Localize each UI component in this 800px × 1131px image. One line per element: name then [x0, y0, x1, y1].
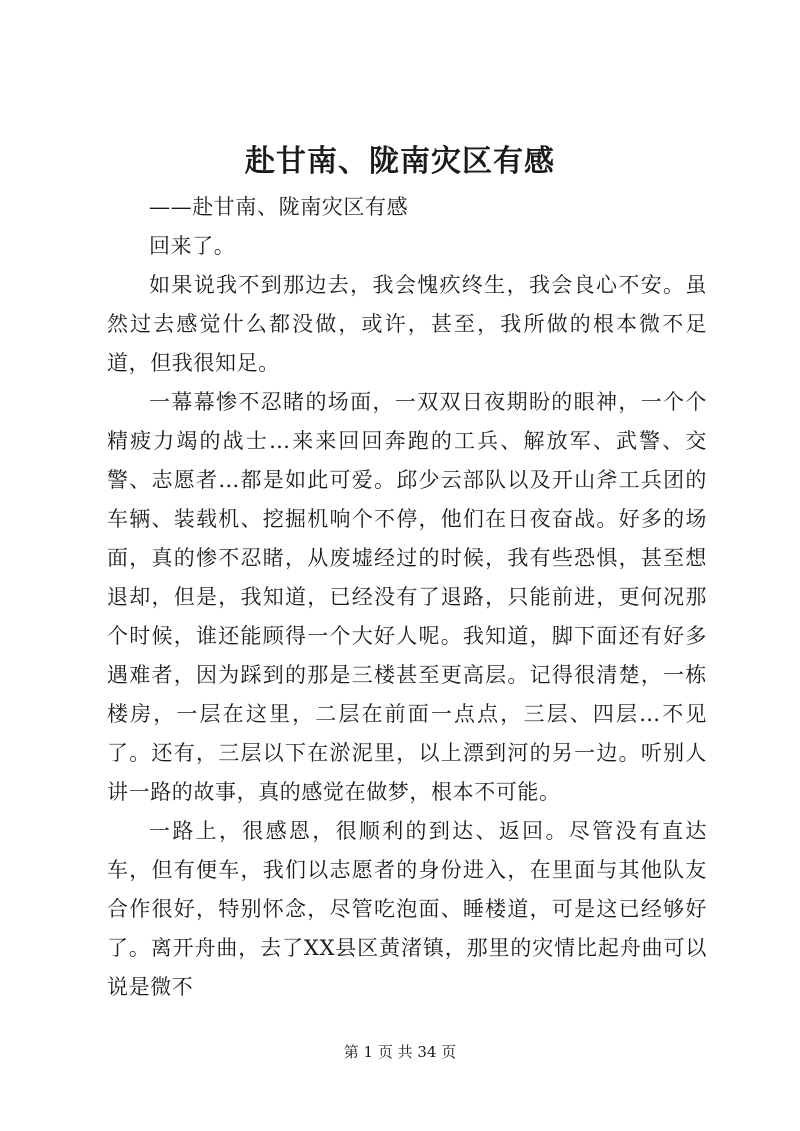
document-title: 赴甘南、陇南灾区有感	[245, 144, 555, 179]
subtitle-paragraph: ——赴甘南、陇南灾区有感	[149, 195, 409, 219]
document-body	[107, 188, 707, 1007]
body-paragraph: 回来了。	[149, 234, 236, 258]
body-paragraph: 一幕幕惨不忍睹的场面，一双双日夜期盼的眼神，一个个精疲力竭的战士…来来回回奔跑的工兵、解放军、武警、交警、志愿者…都是如此可爱。邱少云部队以及开山斧工兵团的车辆、装载机、挖掘机响个不停，他们在日夜奋战。好多的场面，真的惨不忍睹，从废墟经过的时候，我有些恐惧，甚至想退却，但是，我知道，已经没有了退路，只能前进，更何况那个时候，谁还能顾得一个大好人呢。我知道，脚下面还有好多遇难者，因为踩到的那是三楼甚至更高层。记得很清楚，一栋楼房，一层在这里，二层在前面一点点，三层、四层…不见了。还有，三层以下在淤泥里，以上漂到河的另一边。听别人讲一路的故事，真的感觉在做梦，根本不可能。	[107, 390, 707, 804]
page-footer: 第 1 页 共 34 页	[343, 1043, 457, 1061]
body-paragraph: 一路上，很感恩，很顺利的到达、返回。尽管没有直达车，但有便车，我们以志愿者的身份进入，在里面与其他队友合作很好，特别怀念，尽管吃泡面、睡楼道，可是这已经够好了。离开舟曲，去了XX县区黄渚镇，那里的灾情比起舟曲可以说是微不	[107, 819, 707, 999]
body-paragraph: 如果说我不到那边去，我会愧疚终生，我会良心不安。虽然过去感觉什么都没做，或许，甚至，我所做的根本微不足道，但我很知足。	[107, 273, 707, 375]
